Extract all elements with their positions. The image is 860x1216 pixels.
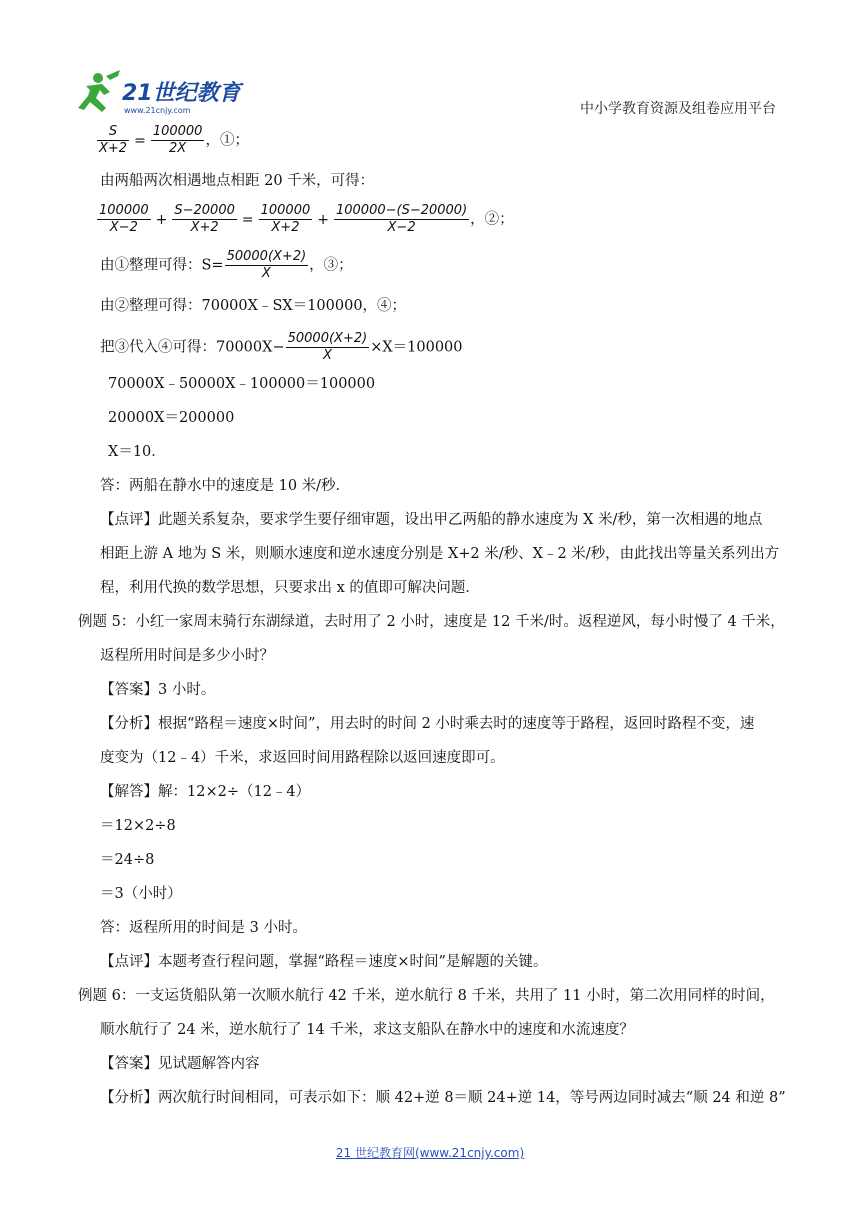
solution-line: 【解答】解：12×2÷（12﹣4）: [100, 784, 311, 800]
equation-4: 把③代入④可得：70000X− $\frac{50000(X+2)}{X}$ ×X＝100000: [100, 331, 463, 363]
text-line: 由两船两次相遇地点相距 20 千米，可得：: [100, 173, 375, 189]
footer: [0, 1142, 860, 1161]
logo-text: 21世纪教育: [122, 81, 241, 106]
equation-1: $\frac{S}{X+2}$ = $\frac{100000}{2X}$ ，①；: [99, 124, 249, 156]
footer-link[interactable]: 21 世纪教育网(www.21cnjy.com): [335, 1146, 525, 1160]
example-6-question: 例题 6：一支运货船队第一次顺水航行 42 千米，逆水航行 8 千米，共用了 11 小时，第二次用同样的时间，: [78, 988, 775, 1004]
solution-line: ＝24÷8: [100, 852, 155, 868]
text-line: 70000X﹣50000X﹣100000＝100000: [108, 376, 376, 392]
comment-line: 相距上游 A 地为 S 米，则顺水速度和逆水速度分别是 X+2 米/秒、X﹣2 米/秒，由此找出等量关系列出方: [100, 546, 780, 562]
equation-2: $\frac{100000}{X-2}$ + $\frac{S-20000}{X+2}$ = $\frac{100000}{X+2}$ + $\frac{100000-(S-20000)}{X-2}$ ，②；: [99, 203, 514, 235]
example-6-question: 顺水航行了 24 米，逆水航行了 14 千米，求这支船队在静水中的速度和水流速度？: [100, 1022, 634, 1038]
logo-url: www.21cnjy.com: [124, 106, 191, 115]
runner-logo-icon: [76, 68, 248, 120]
logo: [76, 68, 248, 120]
analysis-line: 【分析】两次航行时间相同，可表示如下：顺 42+逆 8＝顺 24+逆 14，等号两边同时减去“顺 24 和逆 8”: [100, 1090, 786, 1106]
analysis-line: 【分析】根据“路程＝速度×时间”，用去时的时间 2 小时乘去时的速度等于路程，返回时路程不变，速: [100, 716, 755, 732]
solution-line: ＝3（小时）: [100, 886, 182, 902]
equation-3: 由①整理可得：S= $\frac{50000(X+2)}{X}$ ，③；: [100, 249, 353, 281]
answer-line: 【答案】见试题解答内容: [100, 1056, 260, 1072]
text-line: 答：返程所用的时间是 3 小时。: [100, 920, 307, 936]
answer-line: 【答案】3 小时。: [100, 682, 216, 698]
text-line: 20000X＝200000: [108, 410, 235, 426]
solution-line: ＝12×2÷8: [100, 818, 176, 834]
text-line: 由②整理可得：70000X﹣SX＝100000，④；: [100, 298, 407, 314]
fraction: $\frac{S}{X+2}$: [99, 124, 128, 156]
comment-line: 【点评】本题考查行程问题，掌握“路程＝速度×时间”是解题的关键。: [100, 954, 548, 970]
comment-line: 【点评】此题关系复杂，要求学生要仔细审题，设出甲乙两船的静水速度为 X 米/秒，第一次相遇的地点: [100, 512, 763, 528]
comment-line: 程，利用代换的数学思想，只要求出 x 的值即可解决问题．: [100, 580, 480, 596]
text-line: X＝10．: [108, 444, 166, 460]
platform-title: 中小学教育资源及组卷应用平台: [580, 101, 776, 117]
analysis-line: 度变为（12﹣4）千米，求返回时间用路程除以返回速度即可。: [100, 750, 505, 766]
fraction: $\frac{100000}{2X}$: [152, 124, 203, 156]
example-5-question: 例题 5：小红一家周末骑行东湖绿道，去时用了 2 小时，速度是 12 千米/时。返程逆风，每小时慢了 4 千米，: [78, 614, 785, 630]
text-line: 答：两船在静水中的速度是 10 米/秒．: [100, 478, 351, 494]
example-5-question: 返程所用时间是多少小时？: [100, 648, 274, 664]
